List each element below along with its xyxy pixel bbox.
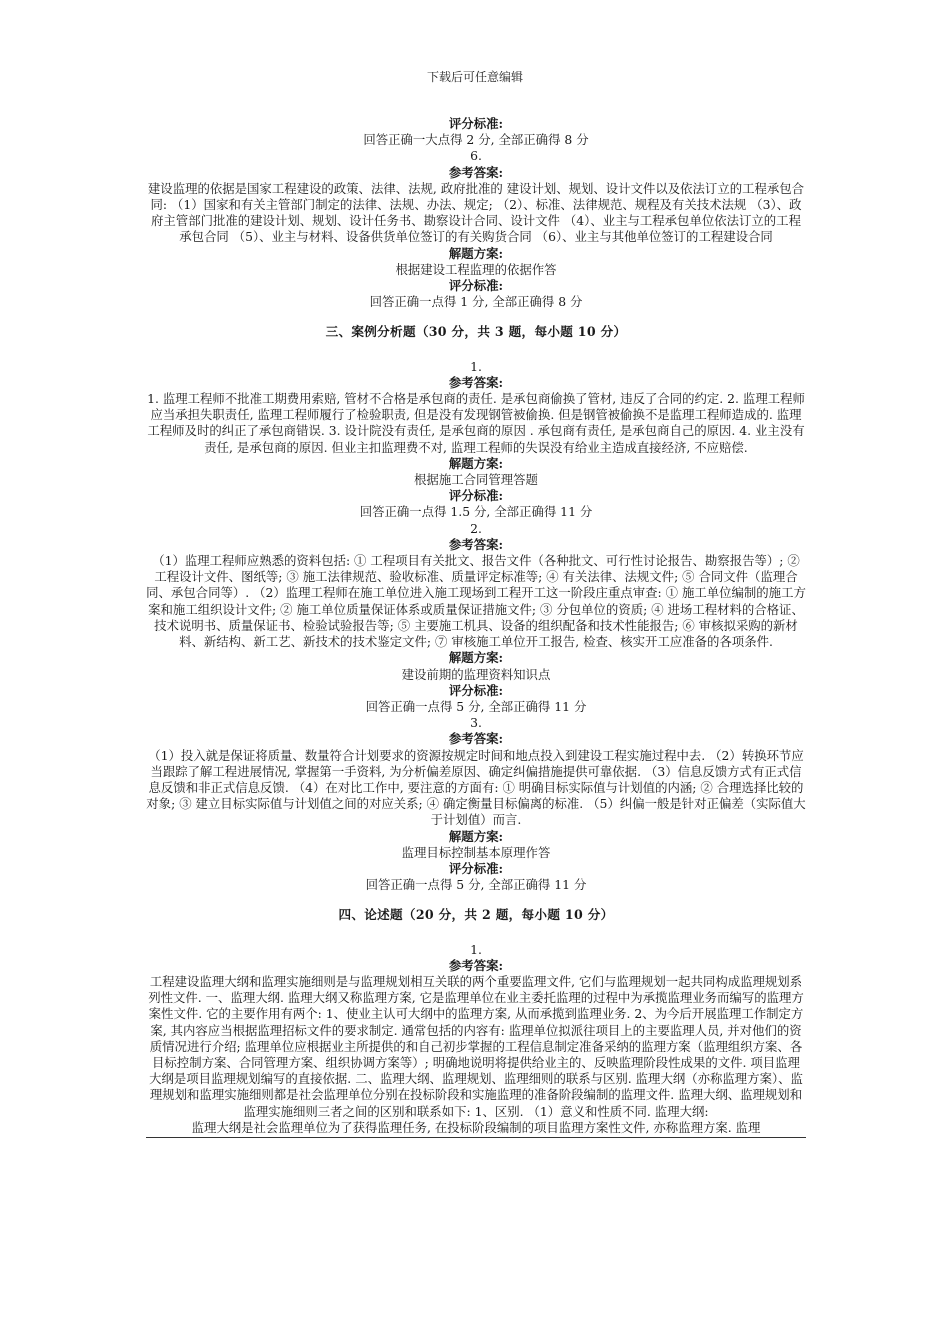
answer-text: （1）监理工程师应熟悉的资料包括: ① 工程项目有关批文、报告文件（各种批文、可行性讨论报告、勘察报告等）; ② 工程设计文件、图纸等; ③ 施工法律规范、验收标准、质量评定标准等; ④ 有关法律、法规文件; ⑤ 合同文件（监理合同、承包合同等）. （2）监理工程师在施工单位进入施工现场到工程开工这一阶段庄重点审查: ① 施工单位编制的施工方案和施工组织设计文件; ② 施工单位质量保证体系或质量保证措施文件; ③ 分包单位的资质; ④ 进场工程材料的合格证、技术说明书、质量保证书、检验试验报告等; ⑤ 主要施工机具、设备的组织配备和技术性能报告; ⑥ 审核拟采购的新材料、新结构、新工艺、新技术的技术鉴定文件; ⑦ 审核施工单位开工报告, 检查、核实开工应准备的各项条件. — [146, 553, 806, 650]
question-number: 1. — [470, 941, 482, 957]
document-body — [146, 116, 806, 1138]
score-label: 评分标准: — [448, 682, 504, 698]
question-number: 1. — [470, 358, 482, 374]
solution-label: 解题方案: — [448, 245, 504, 261]
score-text: 回答正确一点得 1 分, 全部正确得 8 分 — [369, 294, 583, 310]
score-text: 回答正确一点得 5 分, 全部正确得 11 分 — [365, 877, 587, 893]
score-text: 回答正确一大点得 2 分, 全部正确得 8 分 — [363, 132, 589, 148]
solution-text: 根据建设工程监理的依据作答 — [395, 261, 557, 277]
solution-text: 建设前期的监理资料知识点 — [401, 666, 551, 682]
answer-text: （1）投入就是保证将质量、数量符合计划要求的资源按规定时间和地点投入到建设工程实施过程中去. （2）转换环节应当跟踪了解工程进展情况, 掌握第一手资料, 为分析偏差原因、确定纠偏措施提供可靠依据. （3）信息反馈方式有正式信息反馈和非正式信息反馈. （4）在对比工作中, 要注意的方面有: ① 明确目标实际值与计划值的内涵; ② 合理选择比较的对象; ③ 建立目标实际值与计划值之间的对应关系; ④ 确定衡量目标偏离的标准. （5）纠偏一般是针对正偏差（实际值大于计划值）而言. — [146, 747, 806, 828]
question-number: 3. — [470, 715, 482, 731]
answer-text: 1. 监理工程师不批准工期费用索赔, 管材不合格是承包商的责任. 是承包商偷换了管材, 违反了合同的约定. 2. 监理工程师应当承担失职责任, 监理工程师履行了检验职责, 但是没有发现钢管被偷换. 但是钢管被偷换不是监理工程师造成的. 监理工程师及时的纠正了承包商错误. 3. 设计院没有责任, 是承包商的原因 . 承包商有责任, 是承包商自己的原因. 4. 业主没有责任, 是承包商的原因. 但业主扣监理费不对, 监理工程师的失误没有给业主造成直接经济, 不应赔偿. — [147, 391, 805, 455]
section-title: 三、案例分析题（30 分，共 3 题，每小题 10 分） — [325, 324, 627, 340]
answer-text-last-line: 监理大纲是社会监理单位为了获得监理任务, 在投标阶段编制的项目监理方案性文件, 亦称监理方案. 监理 — [146, 1120, 806, 1138]
solution-text: 监理目标控制基本原理作答 — [401, 844, 551, 860]
score-text: 回答正确一点得 1.5 分, 全部正确得 11 分 — [359, 504, 593, 520]
answer-label: 参考答案: — [448, 731, 504, 747]
score-text: 回答正确一点得 5 分, 全部正确得 11 分 — [365, 698, 587, 714]
solution-label: 解题方案: — [448, 828, 504, 844]
score-label: 评分标准: — [448, 488, 504, 504]
answer-label: 参考答案: — [448, 164, 504, 180]
answer-text: 工程建设监理大纲和监理实施细则是与监理规划相互关联的两个重要监理文件, 它们与监理规划一起共同构成监理规划系列性文件. 一、监理大纲. 监理大纲又称监理方案, 它是监理单位在业主委托监理的过程中为承揽监理业务而编写的监理方案性文件. 它的主要作用有两个: 1、使业主认可大纲中的监理方案, 从而承揽到监理业务. 2、为今后开展监理工作制定方案, 其内容应当根据监理招标文件的要求制定. 通常包括的内容有: 监理单位拟派往项目上的主要监理人员, 并对他们的资质情况进行介绍; 监理单位应根据业主所提供的和自己初步掌握的工程信息制定准备采纳的监理方案（监理组织方案、各目标控制方案、合同管理方案、组织协调方案等）; 明确地说明将提供给业主的、反映监理阶段性成果的文件. 项目监理大纲是项目监理规划编写的直接依据. 二、监理大纲、监理规划、监理细则的联系与区别. 监理大纲（亦称监理方案）、监理规划和监理实施细则都是社会监理单位分别在投标阶段和实施监理的准备阶段编制的监理文件. 监理大纲、监理规划和监理实施细则三者之间的区别和联系如下: 1、区别. （1）意义和性质不同. 监理大纲: — [148, 973, 804, 1119]
answer-text: 建设监理的依据是国家工程建设的政策、法律、法规, 政府批准的 建设计划、规划、设计文件以及依法订立的工程承包合同: （1）国家和有关主管部门制定的法律、法规、办法、规定; （2）、标准、法律规范、规程及有关技术法规 （3）、政府主管部门批准的建设计划、规划、设计任务书、勘察设计合同、设计文件 （4）、业主与工程承包单位依法订立的工程承包合同 （5）、业主与材料、设备供货单位签订的有关购货合同 （6）、业主与其他单位签订的工程建设合同 — [147, 180, 805, 245]
page-header: 下载后可任意编辑 — [426, 70, 523, 84]
score-label: 评分标准: — [448, 278, 504, 294]
score-label: 评分标准: — [448, 860, 504, 876]
answer-label: 参考答案: — [448, 536, 504, 552]
solution-label: 解题方案: — [448, 455, 504, 471]
question-number: 2. — [470, 520, 482, 536]
answer-label: 参考答案: — [448, 374, 504, 390]
solution-label: 解题方案: — [448, 650, 504, 666]
solution-text: 根据施工合同管理答题 — [414, 472, 538, 488]
question-number: 6. — [470, 148, 482, 164]
score-label: 评分标准: — [448, 116, 504, 131]
section-title: 四、论述题（20 分，共 2 题，每小题 10 分） — [338, 907, 614, 923]
answer-label: 参考答案: — [448, 957, 504, 973]
